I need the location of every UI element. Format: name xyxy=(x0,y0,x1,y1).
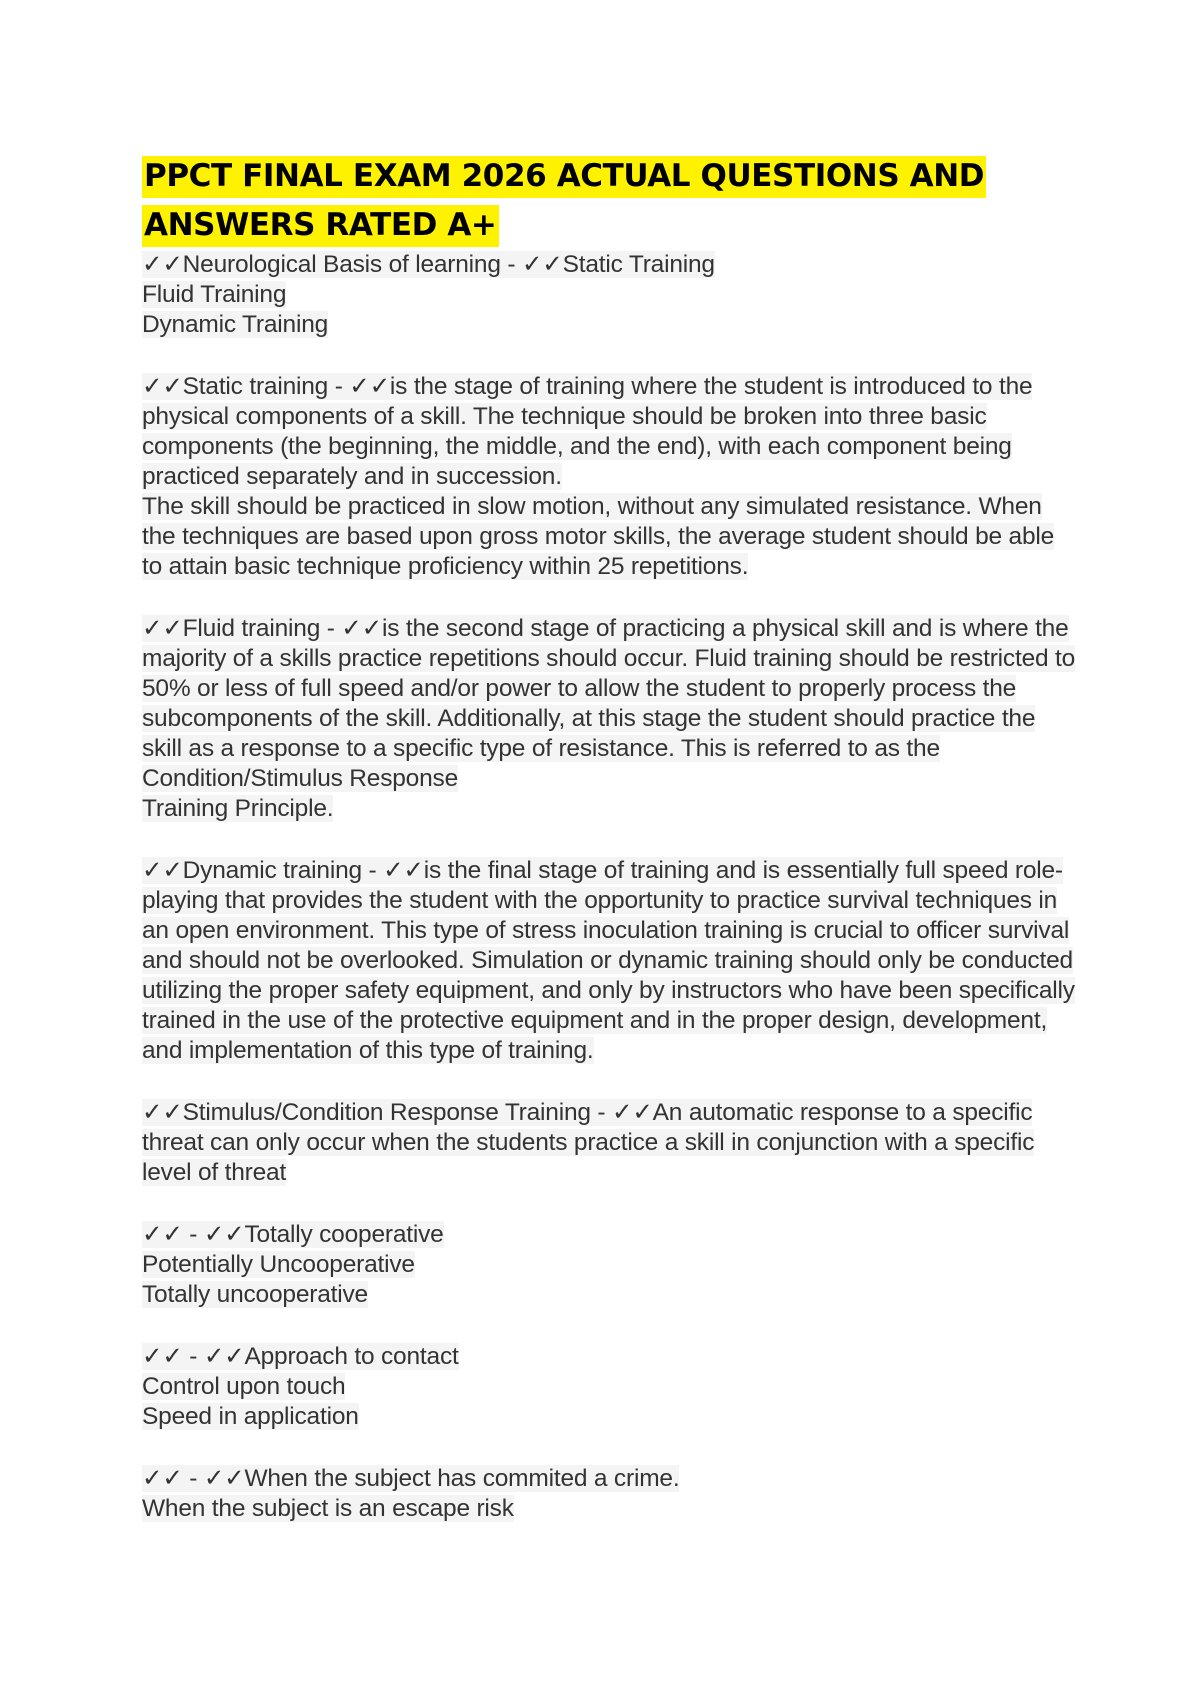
qa-line: and should not be overlooked. Simulation or dynamic training should only be conducted xyxy=(142,947,1073,974)
qa-line: ✓✓ - ✓✓Approach to contact xyxy=(142,1343,459,1370)
document-content xyxy=(142,152,1076,1524)
qa-line: The skill should be practiced in slow motion, without any simulated resistance. When xyxy=(142,493,1042,520)
qa-line: Condition/Stimulus Response xyxy=(142,765,458,792)
qa-item-approach-contact xyxy=(142,1342,1072,1432)
qa-line: utilizing the proper safety equipment, and only by instructors who have been specifically xyxy=(142,977,1075,1004)
qa-line: trained in the use of the protective equipment and in the proper design, development, xyxy=(142,1007,1048,1034)
qa-line: Totally uncooperative xyxy=(142,1281,368,1308)
qa-line: Control upon touch xyxy=(142,1373,346,1400)
qa-line: majority of a skills practice repetitions should occur. Fluid training should be restricted to xyxy=(142,645,1076,672)
qa-line: When the subject is an escape risk xyxy=(142,1495,514,1522)
qa-line: ✓✓Stimulus/Condition Response Training - ✓✓An automatic response to a specific xyxy=(142,1099,1033,1126)
qa-line: and implementation of this type of training. xyxy=(142,1037,594,1064)
qa-line: threat can only occur when the students practice a skill in conjunction with a specific xyxy=(142,1129,1035,1156)
qa-list xyxy=(142,250,1076,1524)
qa-line: ✓✓ - ✓✓When the subject has commited a crime. xyxy=(142,1465,680,1492)
qa-line: ✓✓ - ✓✓Totally cooperative xyxy=(142,1221,444,1248)
qa-line: level of threat xyxy=(142,1159,287,1186)
qa-line: to attain basic technique proficiency within 25 repetitions. xyxy=(142,553,749,580)
title-line-2: ANSWERS RATED A+ xyxy=(142,205,499,247)
qa-item-static-training xyxy=(142,372,1072,582)
qa-line: practiced separately and in succession. xyxy=(142,463,562,490)
qa-line: playing that provides the student with the opportunity to practice survival techniques in xyxy=(142,887,1058,914)
qa-item-stimulus-condition xyxy=(142,1098,1072,1188)
qa-line: ✓✓Neurological Basis of learning - ✓✓Static Training xyxy=(142,251,715,278)
qa-line: skill as a response to a specific type of resistance. This is referred to as the xyxy=(142,735,940,762)
qa-line: ✓✓Static training - ✓✓is the stage of training where the student is introduced to the xyxy=(142,373,1033,400)
qa-line: the techniques are based upon gross motor skills, the average student should be able xyxy=(142,523,1055,550)
qa-line: subcomponents of the skill. Additionally, at this stage the student should practice the xyxy=(142,705,1036,732)
title-line-1: PPCT FINAL EXAM 2026 ACTUAL QUESTIONS AND xyxy=(142,156,986,198)
qa-line: 50% or less of full speed and/or power to allow the student to properly process the xyxy=(142,675,1017,702)
qa-line: Potentially Uncooperative xyxy=(142,1251,415,1278)
qa-line: Fluid Training xyxy=(142,281,287,308)
qa-item-neurological-basis xyxy=(142,250,1072,340)
qa-line: Training Principle. xyxy=(142,795,334,822)
qa-line: ✓✓Dynamic training - ✓✓is the final stage of training and is essentially full speed role- xyxy=(142,857,1063,884)
qa-line: ✓✓Fluid training - ✓✓is the second stage of practicing a physical skill and is where the xyxy=(142,615,1069,642)
qa-item-dynamic-training xyxy=(142,856,1075,1066)
qa-item-fluid-training xyxy=(142,614,1076,824)
document-title xyxy=(142,152,1072,250)
qa-line: an open environment. This type of stress inoculation training is crucial to officer survival xyxy=(142,917,1070,944)
qa-line: physical components of a skill. The technique should be broken into three basic xyxy=(142,403,987,430)
qa-item-subject-crime xyxy=(142,1464,1072,1524)
qa-item-cooperation-levels xyxy=(142,1220,1072,1310)
qa-line: Dynamic Training xyxy=(142,311,329,338)
qa-line: components (the beginning, the middle, and the end), with each component being xyxy=(142,433,1012,460)
qa-line: Speed in application xyxy=(142,1403,359,1430)
